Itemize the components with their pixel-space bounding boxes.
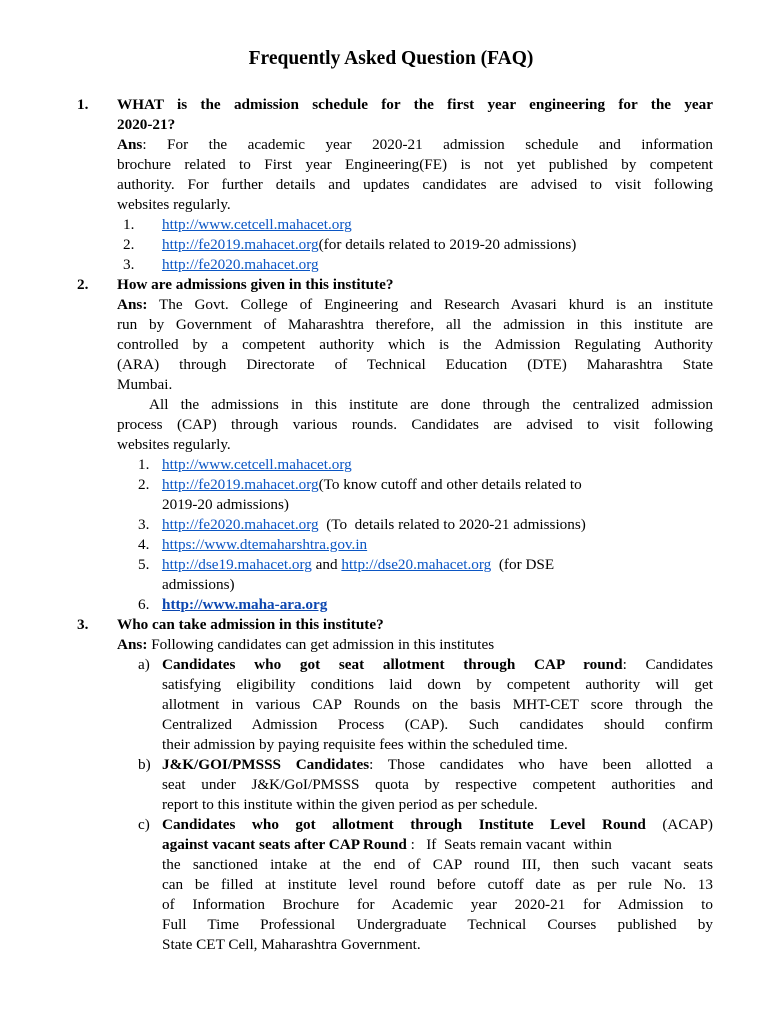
link-number: 5. (138, 556, 150, 573)
link-line (162, 595, 327, 615)
item-heading: Candidates who got allotment through Institute Level Round (162, 816, 646, 833)
faq-answer-line: Ans: The Govt. College of Engineering and Research Avasari khurd is an institute (117, 296, 713, 313)
item-line: allotment in various CAP Rounds on the basis MHT-CET score through the (162, 696, 713, 713)
link-number: 2. (123, 236, 135, 253)
cetcell-link[interactable]: http://www.cetcell.mahacet.org (162, 456, 352, 473)
link-number: 4. (138, 536, 150, 553)
faq-answer-line: websites regularly. (117, 196, 231, 213)
faq-answer-line: run by Government of Maharashtra therefore, all the admission in this institute are (117, 316, 713, 333)
item-line: seat under J&K/GoI/PMSSS quota by respective competent authorities and (162, 776, 713, 793)
faq-question: WHAT is the admission schedule for the first year engineering for the year (117, 96, 713, 113)
faq-question: Who can take admission in this institute? (117, 616, 384, 633)
ans-label: Ans: (117, 636, 148, 653)
link-line: http://fe2020.mahacet.org (To details related to 2020-21 admissions) (162, 516, 586, 533)
item-line: the sanctioned intake at the end of CAP round III, then such vacant seats (162, 856, 713, 873)
page-title: Frequently Asked Question (FAQ) (248, 48, 534, 69)
item-line: State CET Cell, Maharashtra Government. (162, 936, 421, 953)
link-line (162, 255, 319, 275)
dse19-link[interactable]: http://dse19.mahacet.org (162, 556, 312, 573)
item-heading: against vacant seats after CAP Round (162, 836, 407, 853)
link-line-continued: admissions) (162, 576, 235, 593)
link-number: 3. (123, 256, 135, 273)
fe2020-link[interactable]: http://fe2020.mahacet.org (162, 256, 319, 273)
link-number: 6. (138, 596, 150, 613)
item-line: against vacant seats after CAP Round : If Seats remain vacant within (162, 836, 612, 853)
faq-answer-line: All the admissions in this institute are done through the centralized admission (149, 396, 713, 413)
fe2019-link[interactable]: http://fe2019.mahacet.org (162, 476, 319, 493)
faq-answer-line: brochure related to First year Engineering(FE) is not yet published by competent (117, 156, 713, 173)
link-line: http://fe2019.mahacet.org(for details related to 2019-20 admissions) (162, 236, 577, 253)
link-number: 1. (138, 456, 150, 473)
link-line-continued: 2019-20 admissions) (162, 496, 289, 513)
item-line: J&K/GOI/PMSSS Candidates: Those candidates who have been allotted a (162, 756, 713, 773)
item-letter: c) (138, 816, 150, 833)
link-line (162, 535, 367, 555)
faq-answer-line: websites regularly. (117, 436, 231, 453)
fe2020-link[interactable]: http://fe2020.mahacet.org (162, 516, 319, 533)
link-line (162, 455, 352, 475)
fe2019-link[interactable]: http://fe2019.mahacet.org (162, 236, 319, 253)
link-line (162, 215, 352, 235)
item-line: Candidates who got allotment through Institute Level Round (ACAP) (162, 816, 713, 833)
link-line: http://fe2019.mahacet.org(To know cutoff and other details related to (162, 476, 582, 493)
link-number: 3. (138, 516, 150, 533)
item-line: report to this institute within the given period as per schedule. (162, 796, 538, 813)
faq-answer-line: Ans: For the academic year 2020-21 admission schedule and information (117, 136, 713, 153)
item-line: Full Time Professional Undergraduate Technical Courses published by (162, 916, 713, 933)
faq-number: 1. (77, 96, 89, 113)
faq-question: How are admissions given in this institute? (117, 276, 394, 293)
dse20-link[interactable]: http://dse20.mahacet.org (341, 556, 492, 573)
item-line: Candidates who got seat allotment through CAP round: Candidates (162, 656, 714, 673)
item-line: Centralized Admission Process (CAP). Such candidates should confirm (162, 716, 713, 733)
item-heading: J&K/GOI/PMSSS Candidates (162, 756, 370, 773)
faq-answer-line: authority. For further details and updates candidates are advised to visit following (117, 176, 713, 193)
item-letter: b) (138, 756, 151, 773)
item-line: their admission by paying requisite fees within the scheduled time. (162, 736, 568, 753)
link-number: 2. (138, 476, 150, 493)
item-line: satisfying eligibility conditions laid down by competent authority will get (162, 676, 713, 693)
maha-ara-link[interactable]: http://www.maha-ara.org (162, 596, 328, 613)
cetcell-link[interactable]: http://www.cetcell.mahacet.org (162, 216, 352, 233)
faq-number: 3. (77, 616, 89, 633)
faq-number: 2. (77, 276, 89, 293)
faq-answer-line: (ARA) through Directorate of Technical Education (DTE) Maharashtra State (117, 356, 713, 373)
faq-answer-line: Mumbai. (117, 376, 173, 393)
faq-question: 2020-21? (117, 116, 176, 133)
ans-label: Ans (117, 136, 143, 153)
faq-answer-line: process (CAP) through various rounds. Candidates are advised to visit following (117, 416, 713, 433)
dte-link[interactable]: https://www.dtemaharshtra.gov.in (162, 536, 368, 553)
item-line: can be filled at institute level round before cutoff date as per rule No. 13 (162, 876, 713, 893)
item-heading: Candidates who got seat allotment through CAP round (162, 656, 623, 673)
link-line: http://dse19.mahacet.org and http://dse20.mahacet.org (for DSE (162, 556, 555, 573)
ans-label: Ans: (117, 296, 148, 313)
faq-answer-line: controlled by a competent authority which is the Admission Regulating Authority (117, 336, 713, 353)
link-number: 1. (123, 216, 135, 233)
item-letter: a) (138, 656, 150, 673)
item-line: of Information Brochure for Academic year 2020-21 for Admission to (162, 896, 713, 913)
faq-answer-line: Ans: Following candidates can get admission in this institutes (117, 636, 495, 653)
